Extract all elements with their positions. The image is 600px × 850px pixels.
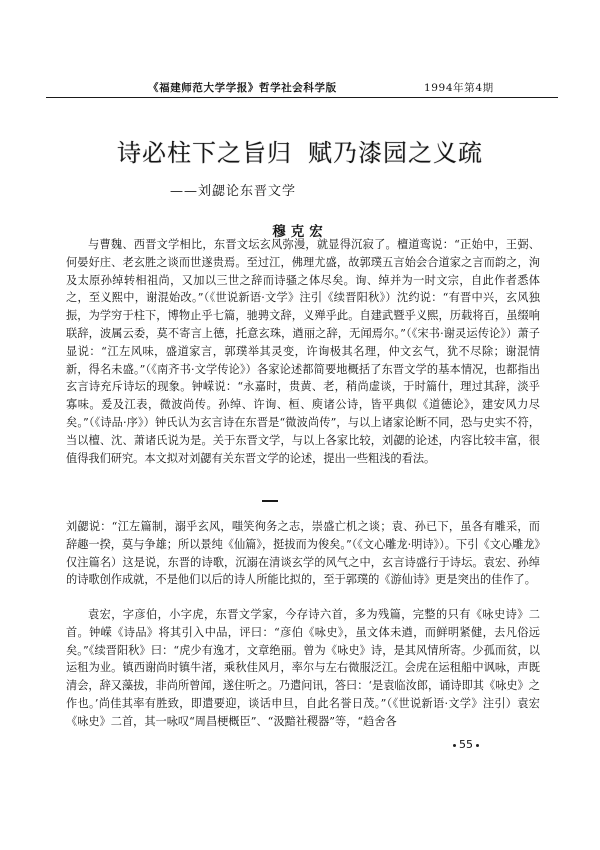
body-paragraph-1: 与曹魏、西晋文学相比，东晋文坛玄风弥漫，就显得沉寂了。檀道鸾说：“正始中，王弼、何晏好庄、老玄胜之谈而世遂贵焉。至过江，佛理尤盛，故郭璞五言始会合道家之言而韵之，洵及太原孙绰转相祖尚，又加以三世之辞而诗骚之体尽矣。询、绰并为一时文宗，自此作者悉体之，至义熙中，谢混始改。”（《世说新语·文学》注引《续晋阳秋》）沈约说：“有晋中兴，玄风独振，为学穷于柱下，博物止乎七篇，驰骋文辞，义殚乎此。自建武暨乎义熙，历载将百，虽缀响联辞，波属云委，莫不寄言上德，托意玄珠，遒丽之辞，无闻焉尔。”（《宋书·谢灵运传论》）萧子显说：“江左风味，盛道家言，郭璞举其灵变，许询极其名理，仲文玄气，犹不尽除；谢混情新，得名未盛。”（《南齐书·文学传论》）各家论述都简要地概括了东晋文学的基本情况，也都指出玄言诗充斥诗坛的现象。钟嵘说：“永嘉时，贵黄、老，稍尚虚谈，于时篇什，理过其辞，淡乎寡味。爰及江表，微波尚传。孙绰、许询、桓、庾诸公诗，皆平典似《道德论》，建安风力尽矣。”（《诗品·序》）钟氏认为玄言诗在东晋是“微波尚传”，与以上诸家论断不同，恐与史实不符，当以檀、沈、萧诸氏说为是。关于东晋文学，与以上各家比较，刘勰的论述，内容比较丰富，很值得我们研究。本文拟对刘勰有关东晋文学的论述，提出一些粗浅的看法。 (66, 238, 540, 465)
article-subtitle: ——刘勰论东晋文学 (170, 184, 297, 199)
page-number: 55 (450, 738, 482, 751)
header-rule (46, 97, 558, 98)
title-part-2: 赋乃漆园之义疏 (308, 139, 483, 167)
running-header (0, 76, 600, 96)
article-title (0, 133, 600, 168)
journal-name: 《福建师范大学学报》哲学社会科学版 (148, 82, 337, 94)
author-name: 穆克宏 (272, 224, 328, 240)
title-part-1: 诗必柱下之旨归 (117, 139, 292, 167)
section-divider (262, 500, 278, 502)
body-paragraph-2: 刘勰说：“江左篇制，溺乎玄风，嗤笑徇务之志，崇盛亡机之谈；袁、孙已下，虽各有雕采，而辞趣一揆，莫与争雄；所以景纯《仙篇》，挺拔而为俊矣。”（《文心雕龙·明诗》）。下引《文心雕龙》仅注篇名）这是说，东晋的诗歌，沉溺在清谈玄学的风气之中，玄言诗盛行于诗坛。袁宏、孙绰的诗歌创作成就，不是他们以后的诗人所能比拟的，至于郭璞的《游仙诗》更是突出的佳作了。 (66, 520, 540, 587)
body-paragraph-3: 袁宏，字彦伯，小字虎，东晋文学家，今存诗六首，多为残篇，完整的只有《咏史诗》二首。钟嵘《诗品》将其引入中品，评曰：“彦伯《咏史》，虽文体未遒，而鲜明紧健，去凡俗远矣。”《续晋阳秋》曰：“虎少有逸才，文章绝丽。曾为《咏史》诗，是其风情所寄。少孤而贫，以运租为业。镇西谢尚时镇牛渚，乘秋佳风月，率尔与左右微服泛江。会虎在运租船中讽咏，声既清会，辞又藻拔，非尚所曾闻，遂住听之。乃遣问讯，答曰：‘是袁临汝郎，诵诗即其《咏史》之作也。’尚佳其率有胜致，即遣要迎，谈话申旦，自此名誉日茂。”（《世说新语·文学》注引）袁宏《咏史》二首，其一咏叹“周昌梗概臣”、“汲黯社稷器”等，“趋舍各 (66, 608, 540, 728)
issue-number: 1994年第4期 (424, 82, 494, 94)
